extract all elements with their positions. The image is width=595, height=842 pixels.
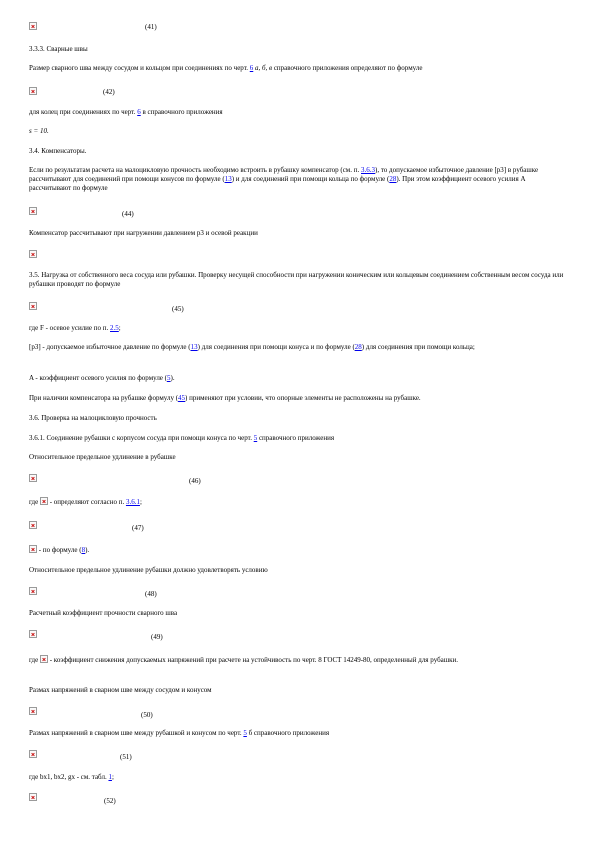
drawing-link-5[interactable]: 5 bbox=[253, 434, 258, 442]
equation-number: (51) bbox=[120, 753, 132, 761]
section-3-3-3-title: 3.3.3. Сварные швы bbox=[29, 45, 88, 53]
drawing-link-5[interactable]: 5 bbox=[243, 729, 247, 737]
equation-number: (44) bbox=[122, 210, 134, 218]
broken-image-icon bbox=[29, 521, 37, 529]
formula-link-28[interactable]: 28 bbox=[389, 175, 397, 183]
equation-44-row bbox=[29, 207, 567, 217]
stress-range-cone-text: Размах напряжений в сварном шве между сосудом и конусом bbox=[29, 686, 212, 694]
broken-image-icon bbox=[29, 302, 37, 310]
f-definition: где F - осевое усилие по п. 2.5; bbox=[29, 324, 121, 332]
equation-number: (42) bbox=[103, 88, 115, 96]
equation-number: (45) bbox=[172, 305, 184, 313]
equation-52-row bbox=[29, 793, 567, 803]
equation-46-row bbox=[29, 474, 567, 484]
equation-number: (48) bbox=[145, 590, 157, 598]
relative-elongation-text: Относительное предельное удлинение в рубашке bbox=[29, 453, 176, 461]
table-link-1[interactable]: 1 bbox=[108, 773, 112, 781]
weld-coefficient-text: Расчетный коэффициент прочности сварного шва bbox=[29, 609, 178, 617]
s-equation: s = 10. bbox=[29, 127, 49, 135]
relative-elongation-condition: Относительное предельное удлинение рубашки должно удовлетворять условию bbox=[29, 566, 268, 574]
equation-45-row bbox=[29, 302, 567, 312]
broken-image-icon bbox=[40, 497, 48, 505]
broken-image-icon bbox=[29, 750, 37, 758]
formula-link-28[interactable]: 28 bbox=[354, 343, 362, 351]
ring-note: для колец при соединениях по черт. 6 в справочного приложения bbox=[29, 108, 223, 116]
drawing-link-6[interactable]: 6 bbox=[137, 108, 141, 116]
section-3-4-title: 3.4. Компенсаторы. bbox=[29, 147, 87, 155]
broken-image-icon bbox=[29, 207, 37, 215]
equation-51-row bbox=[29, 750, 567, 760]
equation-48-row bbox=[29, 587, 567, 597]
equation-42-row bbox=[29, 87, 567, 97]
stress-range-jacket: Размах напряжений в сварном шве между рубашкой и конусом по черт. 5 б справочного приложения bbox=[29, 729, 330, 737]
formula-link-5[interactable]: 5 bbox=[167, 374, 171, 382]
equation-50-row bbox=[29, 707, 567, 717]
section-link-3-6-3[interactable]: 3.6.3 bbox=[361, 166, 375, 174]
equation-number: (50) bbox=[141, 711, 153, 719]
equation-41-row bbox=[29, 22, 567, 32]
formula-link-45[interactable]: 45 bbox=[178, 394, 186, 402]
formula-link-13[interactable]: 13 bbox=[190, 343, 198, 351]
equation-49-row bbox=[29, 630, 567, 640]
drawing-link-6[interactable]: 6 bbox=[249, 64, 254, 72]
compensator-paragraph: Если по результатам расчета на малоцикловую прочность необходимо встроить в рубашку компенсатор (см. п. 3.6.3), то допускаемое избыточное давление [p3] в рубашке рассчитывают для соединений при помощи конусов по формуле (13) и для соединений при помощи кольца по формуле (28). При этом коэффициент осевого усилия A рассчитывают по формуле bbox=[29, 166, 539, 192]
broken-image-icon bbox=[29, 707, 37, 715]
weld-size-paragraph: Размер сварного шва между сосудом и кольцом при соединениях по черт. 6 а, б, в справочного приложения определяют по формуле bbox=[29, 64, 423, 72]
a-definition: A - коэффициент осевого усилия по формуле (5). bbox=[29, 374, 175, 382]
broken-image-icon bbox=[40, 655, 48, 663]
equation-47-row bbox=[29, 521, 567, 531]
section-link-3-6-1[interactable]: 3.6.1 bbox=[125, 498, 140, 506]
equation-number: (46) bbox=[189, 477, 201, 485]
broken-image-icon bbox=[29, 630, 37, 638]
by-formula-8: - по формуле (8). bbox=[29, 545, 567, 555]
broken-image-icon bbox=[29, 250, 37, 258]
section-link-2-5[interactable]: 2.5 bbox=[110, 324, 119, 332]
reduction-coefficient: где - коэффициент снижения допускаемых напряжений при расчете на устойчивость по черт. 8 ГОСТ 14249-80, определенный для рубашки. bbox=[29, 656, 459, 664]
broken-image-icon bbox=[29, 545, 37, 553]
p3-definition: [p3] - допускаемое избыточное давление по формуле (13) для соединения при помощи конуса и по формуле (28) для соединения при помощи кольца; bbox=[29, 343, 475, 351]
broken-image-icon bbox=[29, 587, 37, 595]
broken-image-icon bbox=[29, 793, 37, 801]
equation-number: (52) bbox=[104, 797, 116, 805]
compensator-calc-text: Компенсатор рассчитывают при нагружении давлением p3 и осевой реакции bbox=[29, 229, 258, 237]
section-3-5-paragraph: 3.5. Нагрузка от собственного веса сосуда или рубашки. Проверку несущей способности при нагружении коническим или кольцевым соединением собственным весом сосуда или рубашки проводят по формуле bbox=[29, 271, 564, 288]
bxb-definition: где bx1, bx2, gx - см. табл. 1; bbox=[29, 773, 114, 781]
formula-link-13[interactable]: 13 bbox=[224, 175, 232, 183]
compensator-note: При наличии компенсатора на рубашке формулу (45) применяют при условии, что опорные элементы не расположены на рубашке. bbox=[29, 394, 421, 402]
broken-image-icon bbox=[29, 474, 37, 482]
equation-number: (41) bbox=[145, 23, 157, 31]
section-3-6-title: 3.6. Проверка на малоцикловую прочность bbox=[29, 414, 157, 422]
broken-image-icon bbox=[29, 22, 37, 30]
broken-image-row bbox=[29, 250, 567, 260]
equation-number: (49) bbox=[151, 633, 163, 641]
formula-link-8[interactable]: 8 bbox=[81, 546, 86, 554]
broken-image-icon bbox=[29, 87, 37, 95]
equation-number: (47) bbox=[132, 524, 144, 532]
where-46: где - определяют согласно п. 3.6.1; bbox=[29, 498, 142, 506]
section-3-6-1-text: 3.6.1. Соединение рубашки с корпусом сосуда при помощи конуса по черт. 5 справочного приложения bbox=[29, 434, 335, 442]
